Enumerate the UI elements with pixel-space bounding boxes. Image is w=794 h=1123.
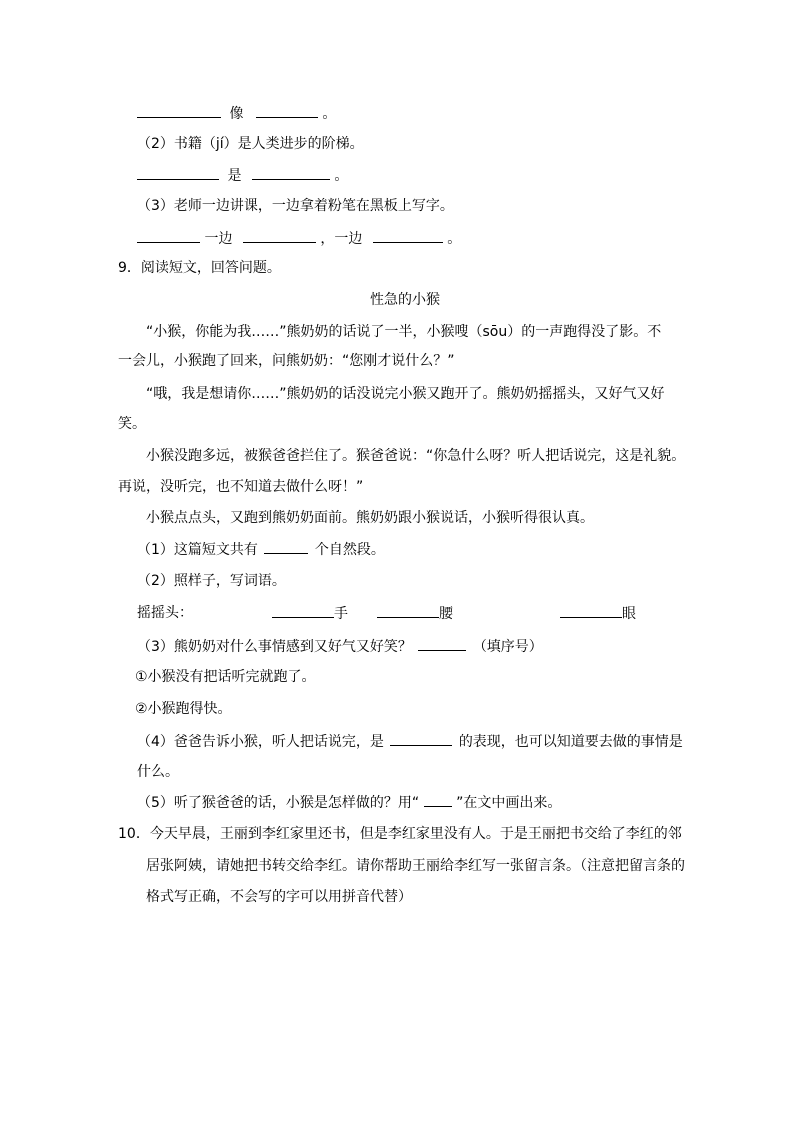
word-slot-1: 手 bbox=[272, 603, 348, 624]
option-1: ①小猴没有把话听完就跑了。 bbox=[135, 669, 316, 685]
passage-p3-line1: 小猴没跑多远，被猴爸爸拦住了。猴爸爸说：“你急什么呀？听人把话说完，这是礼貌。 bbox=[146, 448, 686, 464]
q9-sub3: （3）熊奶奶对什么事情感到又好气又好笑？ （填序号） bbox=[137, 636, 543, 657]
q9-prompt: 9．阅读短文，回答问题。 bbox=[118, 260, 281, 276]
answer-blank[interactable] bbox=[137, 103, 221, 118]
answer-blank[interactable] bbox=[560, 603, 622, 618]
answer-blank[interactable] bbox=[243, 228, 316, 243]
answer-blank[interactable] bbox=[264, 539, 308, 554]
underline-sample bbox=[424, 792, 452, 807]
q8-row3: 一边 ，一边 。 bbox=[137, 228, 461, 249]
option-2: ②小猴跑得快。 bbox=[135, 701, 232, 717]
q8-row1: 像 。 bbox=[137, 103, 336, 124]
passage-p2-line2: 笑。 bbox=[118, 416, 146, 432]
q10-line1: 10．今天早晨，王丽到李红家里还书，但是李红家里没有人。于是王丽把书交给了李红的邻 bbox=[118, 826, 682, 842]
answer-blank[interactable] bbox=[137, 165, 219, 180]
q10-line3: 格式写正确，不会写的字可以用拼音代替） bbox=[146, 889, 412, 905]
passage-p1-line1: “小猴，你能为我……”熊奶奶的话说了一半，小猴嗖（sōu）的一声跑得没了影。不 bbox=[146, 324, 662, 340]
passage-p1-line2: 一会儿，小猴跑了回来，问熊奶奶：“您刚才说什么？” bbox=[118, 353, 455, 369]
answer-blank[interactable] bbox=[390, 731, 452, 746]
passage-p2-line1: “哦，我是想请你……”熊奶奶的话没说完小猴又跑开了。熊奶奶摇摇头，又好气又好 bbox=[146, 386, 665, 402]
q10-line2: 居张阿姨，请她把书转交给李红。请你帮助王丽给李红写一张留言条。（注意把留言条的 bbox=[146, 858, 685, 874]
q8-row2: 是 。 bbox=[137, 165, 348, 186]
answer-blank[interactable] bbox=[418, 636, 466, 651]
word-slot-3: 眼 bbox=[560, 603, 636, 624]
answer-blank[interactable] bbox=[256, 103, 318, 118]
answer-blank[interactable] bbox=[377, 603, 439, 618]
q8-sentence-3: （3）老师一边讲课，一边拿着粉笔在黑板上写字。 bbox=[137, 198, 454, 214]
passage-title: 性急的小猴 bbox=[370, 292, 440, 308]
answer-blank[interactable] bbox=[137, 228, 200, 243]
answer-blank[interactable] bbox=[272, 603, 334, 618]
q8-sentence-2: （2）书籍（jí）是人类进步的阶梯。 bbox=[137, 136, 364, 152]
answer-blank[interactable] bbox=[252, 165, 330, 180]
q9-sub5: （5）听了猴爸爸的话，小猴是怎样做的？用“ ”在文中画出来。 bbox=[137, 792, 561, 813]
q9-sub4-line2: 什么。 bbox=[137, 764, 179, 780]
word-slot-2: 腰 bbox=[377, 603, 453, 624]
answer-blank[interactable] bbox=[373, 228, 443, 243]
q9-sub1: （1）这篇短文共有 个自然段。 bbox=[137, 539, 385, 560]
q9-sub2: （2）照样子，写词语。 bbox=[137, 573, 286, 589]
passage-p4: 小猴点点头，又跑到熊奶奶面前。熊奶奶跟小猴说话，小猴听得很认真。 bbox=[146, 510, 594, 526]
passage-p3-line2: 再说，没听完，也不知道去做什么呀！” bbox=[118, 479, 364, 495]
q9-sub4-line1: （4）爸爸告诉小猴，听人把话说完，是 的表现，也可以知道要去做的事情是 bbox=[137, 731, 683, 752]
